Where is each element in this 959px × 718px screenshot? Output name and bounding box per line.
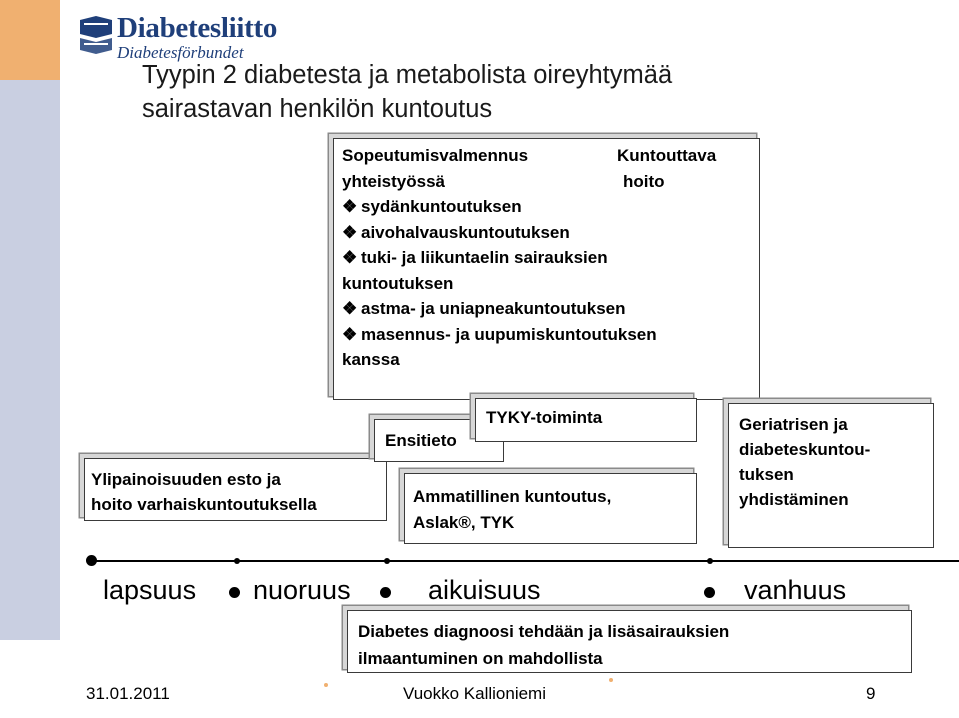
slide-title (142, 58, 672, 126)
bullet-item: ❖ sydänkuntoutuksen (342, 194, 751, 220)
bullet-item: ❖ astma- ja uniapneakuntoutuksen (342, 296, 751, 322)
timeline-dot (380, 587, 391, 598)
timeline-tick (707, 558, 713, 564)
logo-name: Diabetesliitto (117, 12, 278, 44)
bullet-item: ❖ masennus- ja uupumiskuntoutuksen (342, 322, 751, 348)
tyky-label: TYKY-toiminta (486, 408, 603, 427)
bullet-item: ❖ tuki- ja liikuntaelin sairauksien (342, 245, 751, 271)
footer-decoration-dot (324, 683, 328, 687)
logo-icon (78, 14, 114, 66)
main-box-continuation: kuntoutuksen (342, 273, 454, 293)
diamond-star-bullet-icon: ❖ (342, 222, 358, 242)
side-bar-accent (0, 0, 60, 80)
stage-youth: nuoruus (253, 575, 351, 605)
tyky-box (475, 398, 697, 442)
logo (78, 14, 112, 64)
timeline-dot (86, 555, 97, 566)
main-box-right-2: hoito (623, 172, 665, 191)
diamond-star-bullet-icon: ❖ (342, 324, 358, 344)
ger-line-3: tuksen (739, 465, 794, 484)
diamond-star-bullet-icon: ❖ (342, 197, 358, 216)
ger-line-4: yhdistäminen (739, 490, 849, 509)
stage-old-age: vanhuus (744, 575, 847, 605)
diagnosis-box (347, 610, 912, 673)
main-box-line-1: Sopeutumisvalmennus (342, 146, 529, 165)
timeline-line (92, 560, 959, 562)
ylip-line-2: hoito varhaiskuntoutuksella (91, 495, 317, 514)
logo-subtitle: Diabetesförbundet (117, 43, 244, 62)
ylip-line-1: Ylipainoisuuden esto ja (91, 470, 281, 489)
rehab-cooperation-box (333, 138, 760, 400)
footer-date: 31.01.2011 (86, 684, 170, 703)
timeline-tick (234, 558, 240, 564)
title-line-1: Tyypin 2 diabetesta ja metabolista oireyhtymää (142, 61, 673, 89)
main-box-continuation: kanssa (342, 350, 400, 369)
bullet-item: ❖ aivohalvauskuntoutuksen (342, 220, 751, 246)
obesity-prevention-box (84, 458, 387, 521)
page-number: 9 (866, 684, 876, 703)
ensitieto-label: Ensitieto (385, 431, 457, 450)
amm-line-1: Ammatillinen kuntoutus, (413, 487, 612, 506)
main-box-line-2: yhteistyössä (342, 171, 445, 191)
diamond-star-bullet-icon: ❖ (342, 248, 358, 267)
ger-line-1: Geriatrisen ja (739, 415, 848, 434)
diamond-star-bullet-icon: ❖ (342, 299, 358, 318)
stage-childhood: lapsuus (103, 575, 197, 605)
vocational-rehab-box (404, 473, 697, 544)
footer-author: Vuokko Kallioniemi (403, 684, 546, 703)
timeline-dot (704, 587, 715, 598)
amm-line-2: Aslak®, TYK (413, 513, 515, 532)
side-bar (0, 80, 60, 640)
stage-adulthood: aikuisuus (428, 575, 541, 605)
geriatric-box (728, 403, 934, 548)
diab-line-2: ilmaantuminen on mahdollista (358, 649, 603, 668)
timeline-dot (229, 587, 240, 598)
main-box-right-1: Kuntouttava (617, 146, 717, 165)
ger-line-2: diabeteskuntou- (739, 440, 871, 459)
footer-decoration-dot (609, 678, 613, 682)
timeline-tick (384, 558, 390, 564)
title-line-2: sairastavan henkilön kuntoutus (142, 95, 493, 123)
diab-line-1: Diabetes diagnoosi tehdään ja lisäsairauksien (358, 622, 730, 641)
